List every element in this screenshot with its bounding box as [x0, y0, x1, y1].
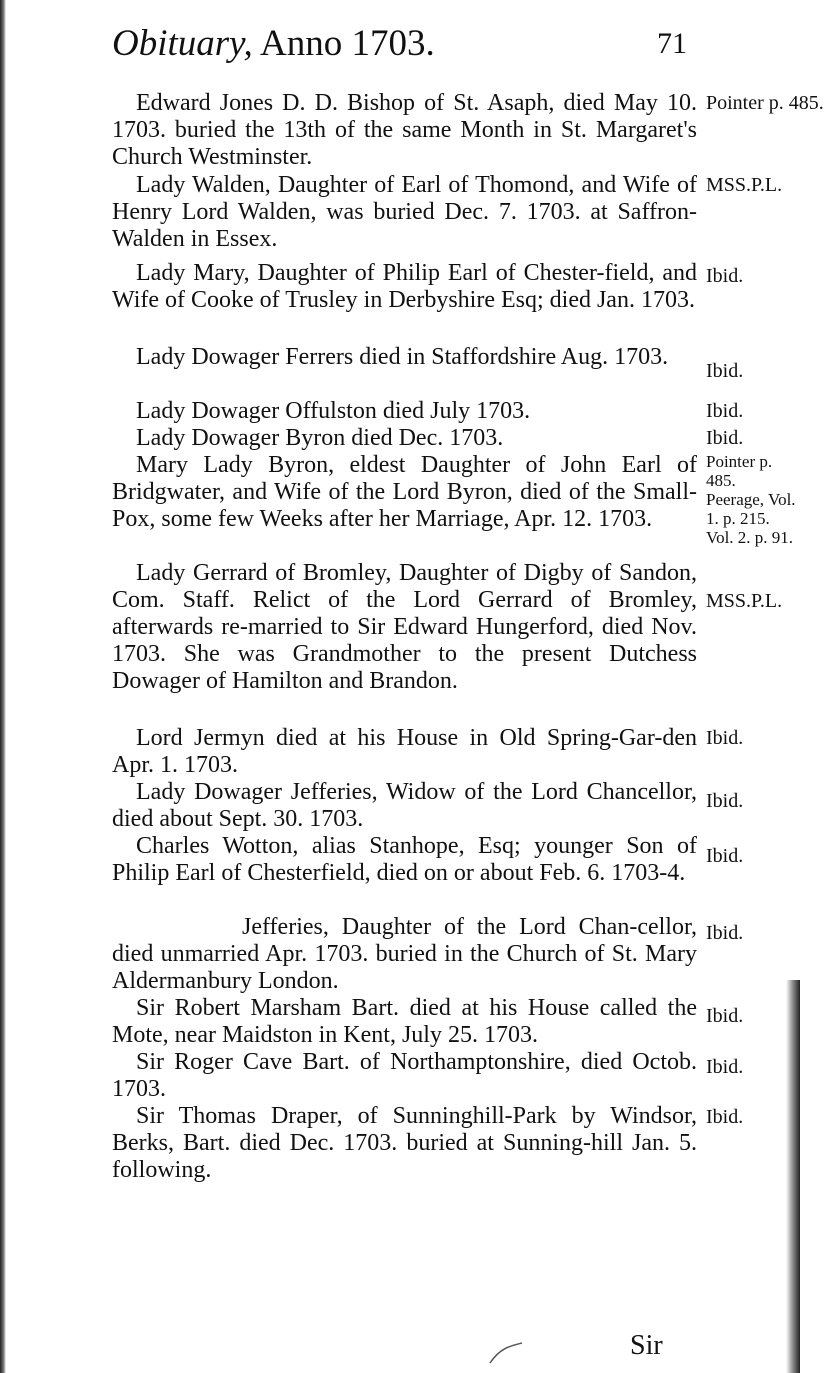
page-binding-edge: [0, 0, 6, 1373]
obituary-entry: [112, 172, 697, 253]
entry-text: Lady Gerrard of Bromley, Daughter of Digby of Sandon, Com. Staff. Relict of the Lord Gerrard of Bromley, afterwards re-married to Sir Edward Hungerford, died Nov. 1703. She was Grandmother to the present Dutchess Dowager of Hamilton and Brandon.: [112, 560, 697, 694]
source-note: Ibid.: [706, 1005, 744, 1027]
obituary-entry: [112, 779, 697, 833]
obituary-entry: [112, 452, 697, 533]
source-note: Ibid.: [706, 360, 744, 382]
obituary-entry: [112, 398, 697, 425]
source-note: Ibid.: [706, 790, 744, 812]
entry-text: Edward Jones D. D. Bishop of St. Asaph, died May 10. 1703. buried the 13th of the same Month in St. Margaret's Church Westminster.: [112, 90, 697, 170]
obituary-entry: [112, 995, 697, 1049]
obituary-entry: [112, 560, 697, 695]
source-note: Ibid.: [706, 727, 744, 749]
entry-text: Lady Dowager Offulston died July 1703.: [136, 398, 531, 424]
entry-text: Lady Walden, Daughter of Earl of Thomond, and Wife of Henry Lord Walden, was buried Dec. 7. 1703. at Saffron-Walden in Essex.: [112, 172, 697, 252]
entry-text: Sir Robert Marsham Bart. died at his House called the Mote, near Maidston in Kent, July 25. 1703.: [112, 995, 697, 1048]
entry-text: Lady Dowager Ferrers died in Staffordshire Aug. 1703.: [136, 344, 669, 370]
entry-text: Sir Roger Cave Bart. of Northamptonshire, died Octob. 1703.: [112, 1049, 697, 1102]
source-note: Ibid.: [706, 845, 744, 867]
source-note: Ibid.: [706, 400, 744, 422]
page-number: 71: [657, 27, 687, 60]
header-year: Anno 1703.: [260, 23, 435, 64]
source-note: Pointer p. 485. Peerage, Vol. 1. p. 215. Vol. 2. p. 91.: [706, 452, 796, 547]
obituary-entry: [112, 1049, 697, 1103]
catchword: Sir: [630, 1330, 663, 1361]
entry-text: Lord Jermyn died at his House in Old Spring-Gar-den Apr. 1. 1703.: [112, 725, 697, 778]
entry-text: Jefferies, Daughter of the Lord Chan-cellor, died unmarried Apr. 1703. buried in the Church of St. Mary Aldermanbury London.: [112, 914, 697, 994]
source-note: Ibid.: [706, 1106, 744, 1128]
entry-text: Lady Dowager Byron died Dec. 1703.: [136, 425, 504, 451]
obituary-entry: [112, 260, 697, 314]
entry-text: Lady Dowager Jefferies, Widow of the Lord Chancellor, died about Sept. 30. 1703.: [112, 779, 697, 832]
obituary-entry: [112, 833, 697, 887]
source-note: Ibid.: [706, 922, 744, 944]
obituary-entry: [112, 914, 697, 995]
ink-stroke-mark: [480, 1338, 530, 1368]
source-note: MSS.P.L.: [706, 590, 783, 612]
obituary-entry: [112, 425, 697, 452]
page-shadow-edge: [786, 980, 800, 1373]
entry-text: Mary Lady Byron, eldest Daughter of John Earl of Bridgwater, and Wife of the Lord Byron, died of the Small-Pox, some few Weeks after her Marriage, Apr. 12. 1703.: [112, 452, 697, 532]
header-title: Obituary,: [112, 23, 253, 64]
obituary-entry: [112, 1103, 697, 1184]
obituary-entry: [112, 90, 697, 171]
running-header: [112, 22, 687, 66]
source-note: Pointer p. 485.: [706, 92, 824, 114]
source-note: Ibid.: [706, 1056, 744, 1078]
obituary-entry: [112, 725, 697, 779]
source-note: Ibid.: [706, 427, 744, 449]
entry-text: Sir Thomas Draper, of Sunninghill-Park by Windsor, Berks, Bart. died Dec. 1703. buried at Sunning-hill Jan. 5. following.: [112, 1103, 697, 1183]
entry-text: Charles Wotton, alias Stanhope, Esq; younger Son of Philip Earl of Chesterfield, died on or about Feb. 6. 1703-4.: [112, 833, 697, 886]
source-note: MSS.P.L.: [706, 174, 783, 196]
source-note: Ibid.: [706, 265, 744, 287]
entry-text: Lady Mary, Daughter of Philip Earl of Chester-field, and Wife of Cooke of Trusley in Derbyshire Esq; died Jan. 1703.: [112, 260, 697, 313]
obituary-entry: [112, 344, 697, 371]
